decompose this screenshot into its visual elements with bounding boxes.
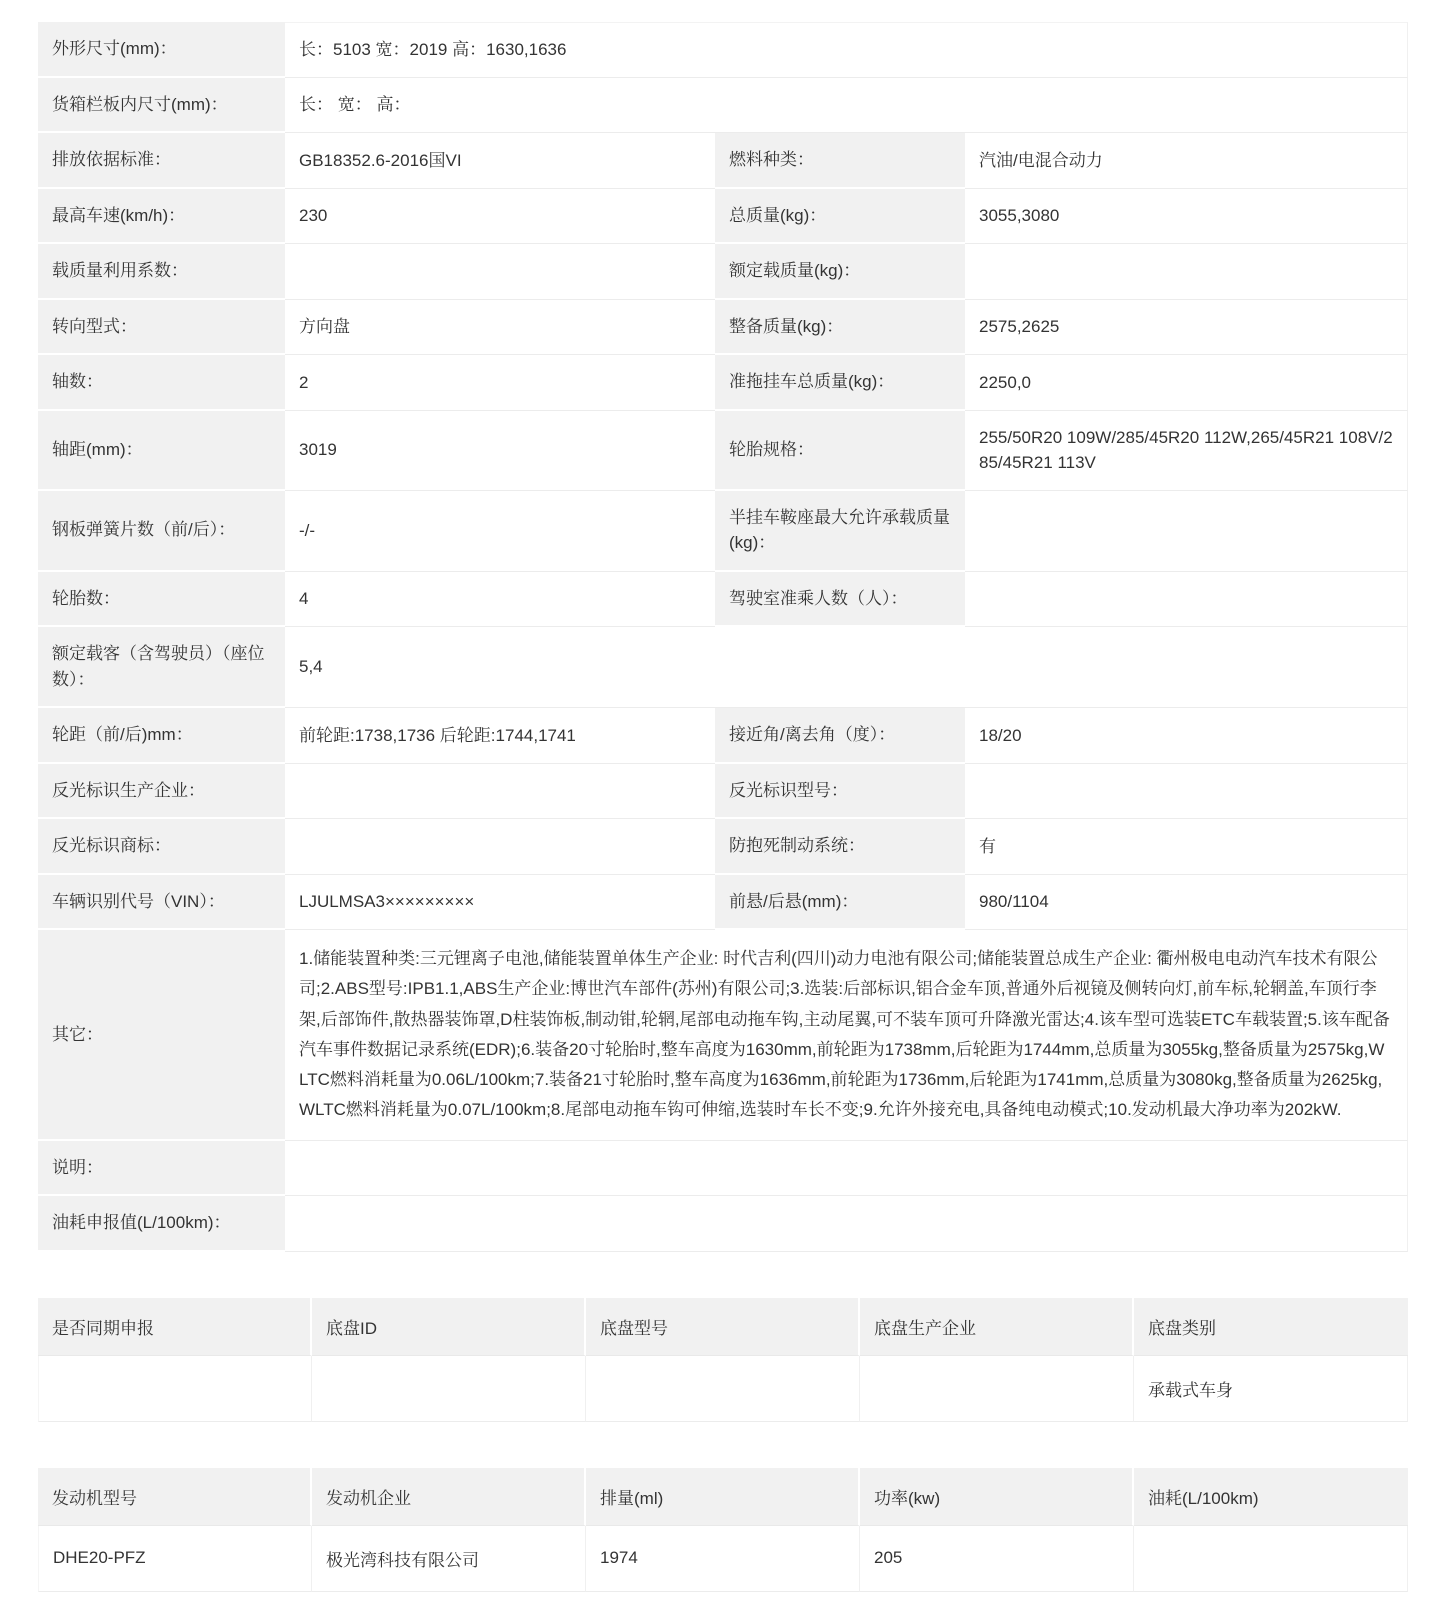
spec-value: -/- <box>285 491 715 572</box>
spec-value: 255/50R20 109W/285/45R20 112W,265/45R21 108V/285/45R21 113V <box>965 411 1408 491</box>
engine-table <box>38 1468 1408 1592</box>
engine-data-cell <box>1134 1526 1408 1592</box>
engine-data-cell: 1974 <box>586 1526 860 1592</box>
spec-value: 4 <box>285 572 715 628</box>
spec-label: 外形尺寸(mm)： <box>38 22 285 78</box>
spec-row <box>38 1196 1408 1252</box>
engine-data-cell: 205 <box>860 1526 1134 1592</box>
spec-value <box>965 572 1408 628</box>
spec-label: 轮距（前/后)mm： <box>38 708 285 764</box>
spec-label: 接近角/离去角（度）： <box>715 708 965 764</box>
spec-label: 轮胎规格： <box>715 411 965 491</box>
engine-table-body <box>38 1526 1408 1592</box>
spec-label: 轴距(mm)： <box>38 411 285 491</box>
engine-data-row <box>38 1526 1408 1592</box>
spec-value: 有 <box>965 819 1408 875</box>
spec-row <box>38 930 1408 1141</box>
spec-value: 980/1104 <box>965 875 1408 931</box>
spec-value: 前轮距:1738,1736 后轮距:1744,1741 <box>285 708 715 764</box>
spec-label: 载质量利用系数： <box>38 244 285 300</box>
spec-label: 整备质量(kg)： <box>715 300 965 356</box>
spec-value <box>285 244 715 300</box>
spec-label: 说明： <box>38 1141 285 1197</box>
chassis-header-cell: 底盘类别 <box>1134 1298 1408 1356</box>
spec-value: 长： 宽： 高： <box>285 78 1408 134</box>
spec-label: 总质量(kg)： <box>715 189 965 245</box>
spec-label: 前悬/后悬(mm)： <box>715 875 965 931</box>
spec-label: 反光标识生产企业： <box>38 764 285 820</box>
spec-value <box>965 764 1408 820</box>
chassis-data-cell <box>38 1356 312 1422</box>
spec-value: 2250,0 <box>965 355 1408 411</box>
engine-header-cell: 排量(ml) <box>586 1468 860 1526</box>
chassis-table-body <box>38 1356 1408 1422</box>
engine-header-cell: 发动机型号 <box>38 1468 312 1526</box>
chassis-data-cell <box>860 1356 1134 1422</box>
spec-value <box>285 1141 1408 1197</box>
spec-value <box>285 764 715 820</box>
spec-label: 车辆识别代号（VIN）： <box>38 875 285 931</box>
spec-label: 准拖挂车总质量(kg)： <box>715 355 965 411</box>
chassis-header-cell: 是否同期申报 <box>38 1298 312 1356</box>
spec-row <box>38 189 1408 245</box>
spec-value: 2575,2625 <box>965 300 1408 356</box>
spec-row <box>38 1141 1408 1197</box>
spec-row <box>38 411 1408 491</box>
spec-label: 半挂车鞍座最大允许承载质量(kg)： <box>715 491 965 572</box>
spec-row <box>38 300 1408 356</box>
chassis-data-row <box>38 1356 1408 1422</box>
spec-label: 反光标识型号： <box>715 764 965 820</box>
spec-label: 额定载客（含驾驶员）（座位数）： <box>38 627 285 708</box>
vehicle-spec-table <box>38 22 1408 1252</box>
spec-label: 驾驶室准乘人数（人）： <box>715 572 965 628</box>
spec-label: 转向型式： <box>38 300 285 356</box>
chassis-data-cell <box>586 1356 860 1422</box>
chassis-header-cell: 底盘生产企业 <box>860 1298 1134 1356</box>
spec-row <box>38 708 1408 764</box>
spec-value <box>285 1196 1408 1252</box>
spec-value: 5,4 <box>285 627 1408 708</box>
spec-row <box>38 22 1408 78</box>
engine-header-cell: 发动机企业 <box>312 1468 586 1526</box>
spec-row <box>38 875 1408 931</box>
engine-header-row <box>38 1468 1408 1526</box>
chassis-data-cell <box>312 1356 586 1422</box>
spec-row <box>38 627 1408 708</box>
spec-row <box>38 764 1408 820</box>
spec-label: 反光标识商标： <box>38 819 285 875</box>
spec-label: 额定载质量(kg)： <box>715 244 965 300</box>
spec-value: 3019 <box>285 411 715 491</box>
spec-value: 18/20 <box>965 708 1408 764</box>
spec-value: GB18352.6-2016国VI <box>285 133 715 189</box>
spec-row <box>38 133 1408 189</box>
engine-data-cell: 极光湾科技有限公司 <box>312 1526 586 1592</box>
spec-table-body <box>38 22 1408 1252</box>
spec-row <box>38 819 1408 875</box>
chassis-data-cell: 承载式车身 <box>1134 1356 1408 1422</box>
chassis-table <box>38 1298 1408 1422</box>
spec-label: 轴数： <box>38 355 285 411</box>
spec-value: 长：5103 宽：2019 高：1630,1636 <box>285 22 1408 78</box>
spec-row <box>38 491 1408 572</box>
spec-row <box>38 78 1408 134</box>
spec-value: 1.储能装置种类:三元锂离子电池,储能装置单体生产企业: 时代吉利(四川)动力电池有限公司;储能装置总成生产企业: 衢州极电电动汽车技术有限公司;2.ABS型号:IPB1.1,ABS生产企业:博世汽车部件(苏州)有限公司;3.选装:后部标识,铝合金车顶,普通外后视镜及侧转向灯,前车标,轮辋盖,车顶行李架,后部饰件,散热器装饰罩,D柱装饰板,制动钳,轮辋,尾部电动拖车钩,主动尾翼,可不装车顶可升降激光雷达;4.该车型可选装ETC车载装置;5.该车配备汽车事件数据记录系统(EDR);6.装备20寸轮胎时,整车高度为1630mm,前轮距为1738mm,后轮距为1744mm,总质量为3055kg,整备质量为2575kg,WLTC燃料消耗量为0.06L/100km;7.装备21寸轮胎时,整车高度为1636mm,前轮距为1736mm,后轮距为1741mm,总质量为3080kg,整备质量为2625kg,WLTC燃料消耗量为0.07L/100km;8.尾部电动拖车钩可伸缩,选装时车长不变;9.允许外接充电,具备纯电动模式;10.发动机最大净功率为202kW. <box>285 930 1408 1141</box>
engine-data-cell: DHE20-PFZ <box>38 1526 312 1592</box>
engine-header-cell: 油耗(L/100km) <box>1134 1468 1408 1526</box>
spec-row <box>38 572 1408 628</box>
spec-value: 方向盘 <box>285 300 715 356</box>
spec-label: 燃料种类： <box>715 133 965 189</box>
spec-label: 防抱死制动系统： <box>715 819 965 875</box>
spec-label: 货箱栏板内尺寸(mm)： <box>38 78 285 134</box>
chassis-header-cell: 底盘ID <box>312 1298 586 1356</box>
spec-value: 3055,3080 <box>965 189 1408 245</box>
spec-row <box>38 355 1408 411</box>
spec-value: 2 <box>285 355 715 411</box>
spec-value <box>965 491 1408 572</box>
spec-value: LJULMSA3××××××××× <box>285 875 715 931</box>
spec-value <box>965 244 1408 300</box>
spec-label: 油耗申报值(L/100km)： <box>38 1196 285 1252</box>
spec-row <box>38 244 1408 300</box>
spec-value <box>285 819 715 875</box>
spec-label: 其它： <box>38 930 285 1141</box>
spec-label: 钢板弹簧片数（前/后）： <box>38 491 285 572</box>
spec-label: 排放依据标准： <box>38 133 285 189</box>
chassis-header-row <box>38 1298 1408 1356</box>
engine-header-cell: 功率(kw) <box>860 1468 1134 1526</box>
spec-label: 最高车速(km/h)： <box>38 189 285 245</box>
chassis-header-cell: 底盘型号 <box>586 1298 860 1356</box>
spec-label: 轮胎数： <box>38 572 285 628</box>
spec-value: 汽油/电混合动力 <box>965 133 1408 189</box>
spec-value: 230 <box>285 189 715 245</box>
